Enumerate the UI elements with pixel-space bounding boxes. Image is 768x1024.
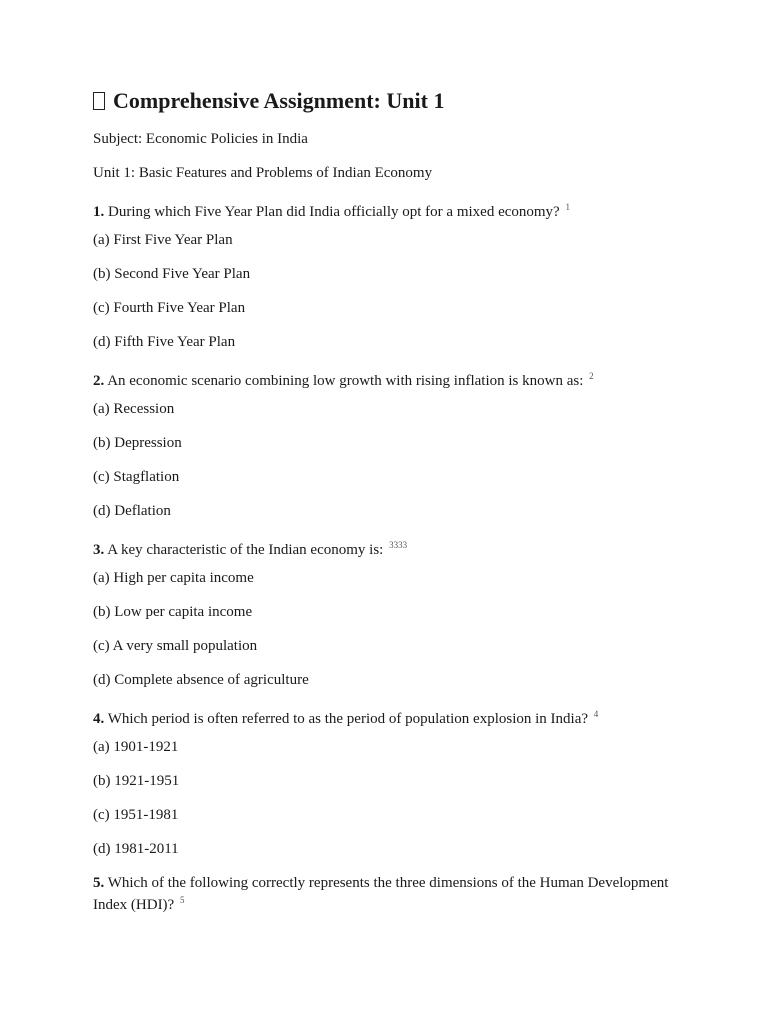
question-5 [93, 867, 693, 914]
option: (d) Deflation [93, 502, 171, 519]
option: (b) Second Five Year Plan [93, 266, 251, 283]
option: (c) Stagflation [93, 468, 180, 485]
question-2 [93, 360, 693, 394]
option: (d) Fifth Five Year Plan [93, 333, 236, 350]
option: (a) 1901-1921 [93, 739, 179, 756]
document-title-text: Comprehensive Assignment: Unit 1 [113, 88, 445, 113]
document-page [93, 84, 693, 914]
option: (b) Depression [93, 435, 182, 452]
question-text: A key characteristic of the Indian economy is: [107, 541, 384, 558]
footnote-marker[interactable]: 3333 [389, 539, 408, 550]
question-text: Which of the following correctly represents the three dimensions of the Human Development Index (HDI)? [93, 874, 669, 913]
question-number: 4. [93, 710, 105, 727]
option: (c) 1951-1981 [93, 806, 179, 823]
question-1 [93, 191, 693, 225]
unit-line: Unit 1: Basic Features and Problems of Indian Economy [93, 164, 433, 181]
option: (d) 1981-2011 [93, 840, 179, 857]
footnote-marker[interactable]: 2 [589, 370, 594, 381]
option: (a) Recession [93, 401, 175, 418]
question-text: Which period is often referred to as the period of population explosion in India? [107, 710, 589, 727]
footnote-marker[interactable]: 5 [179, 894, 185, 905]
question-number: 1. [93, 203, 105, 220]
question-text: During which Five Year Plan did India officially opt for a mixed economy? [108, 203, 560, 220]
missing-glyph-icon [93, 92, 105, 110]
option: (b) 1921-1951 [93, 773, 180, 790]
option: (b) Low per capita income [93, 604, 253, 621]
option: (a) First Five Year Plan [93, 232, 233, 249]
footnote-marker[interactable]: 4 [593, 708, 599, 719]
option: (d) Complete absence of agriculture [93, 671, 309, 688]
footnote-marker[interactable]: 1 [565, 201, 570, 212]
option: (a) High per capita income [93, 570, 254, 587]
subject-line: Subject: Economic Policies in India [93, 131, 308, 147]
question-number: 2. [93, 372, 105, 389]
document-title [93, 84, 693, 118]
question-number: 5. [93, 874, 105, 891]
question-number: 3. [93, 541, 105, 558]
question-3 [93, 529, 693, 563]
question-4 [93, 698, 693, 732]
question-text: An economic scenario combining low growth with rising inflation is known as: [107, 372, 584, 389]
option: (c) A very small population [93, 637, 258, 654]
option: (c) Fourth Five Year Plan [93, 299, 246, 316]
